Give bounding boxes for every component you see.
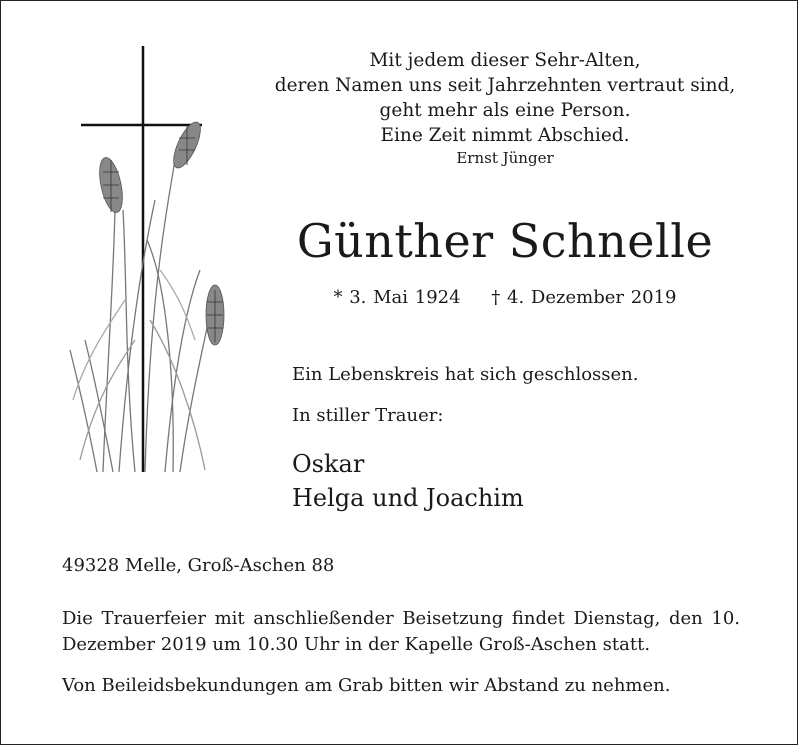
- mourner-name: Helga und Joachim: [292, 484, 524, 512]
- statement: Ein Lebenskreis hat sich geschlossen.: [292, 364, 639, 385]
- life-dates: [240, 287, 770, 308]
- funeral-notice: Die Trauerfeier mit anschließender Beisetzung findet Dienstag, den 10. Dezember 2019 um 10.30 Uhr in der Kapelle Groß-Aschen statt.: [62, 608, 740, 655]
- quote-author: Ernst Jünger: [456, 149, 554, 167]
- death-date: † 4. Dezember 2019: [491, 287, 677, 308]
- quote-line: geht mehr als eine Person.: [379, 100, 631, 121]
- birth-date: * 3. Mai 1924: [333, 287, 461, 308]
- family-address: 49328 Melle, Groß-Aschen 88: [62, 555, 335, 576]
- cross-icon: [81, 46, 202, 472]
- mourning-intro: In stiller Trauer:: [292, 405, 444, 426]
- quote-line: Mit jedem dieser Sehr-Alten,: [369, 50, 641, 71]
- deceased-name: Günther Schnelle: [296, 214, 714, 268]
- cross-and-wheat-illustration: [55, 40, 235, 480]
- quote-line: deren Namen uns seit Jahrzehnten vertraut sind,: [274, 75, 736, 96]
- condolence-notice: Von Beileidsbekundungen am Grab bitten wir Abstand zu nehmen.: [62, 675, 671, 696]
- quote-line: Eine Zeit nimmt Abschied.: [380, 125, 630, 146]
- quote-block: [240, 48, 770, 168]
- mourner-name: Oskar: [292, 450, 365, 478]
